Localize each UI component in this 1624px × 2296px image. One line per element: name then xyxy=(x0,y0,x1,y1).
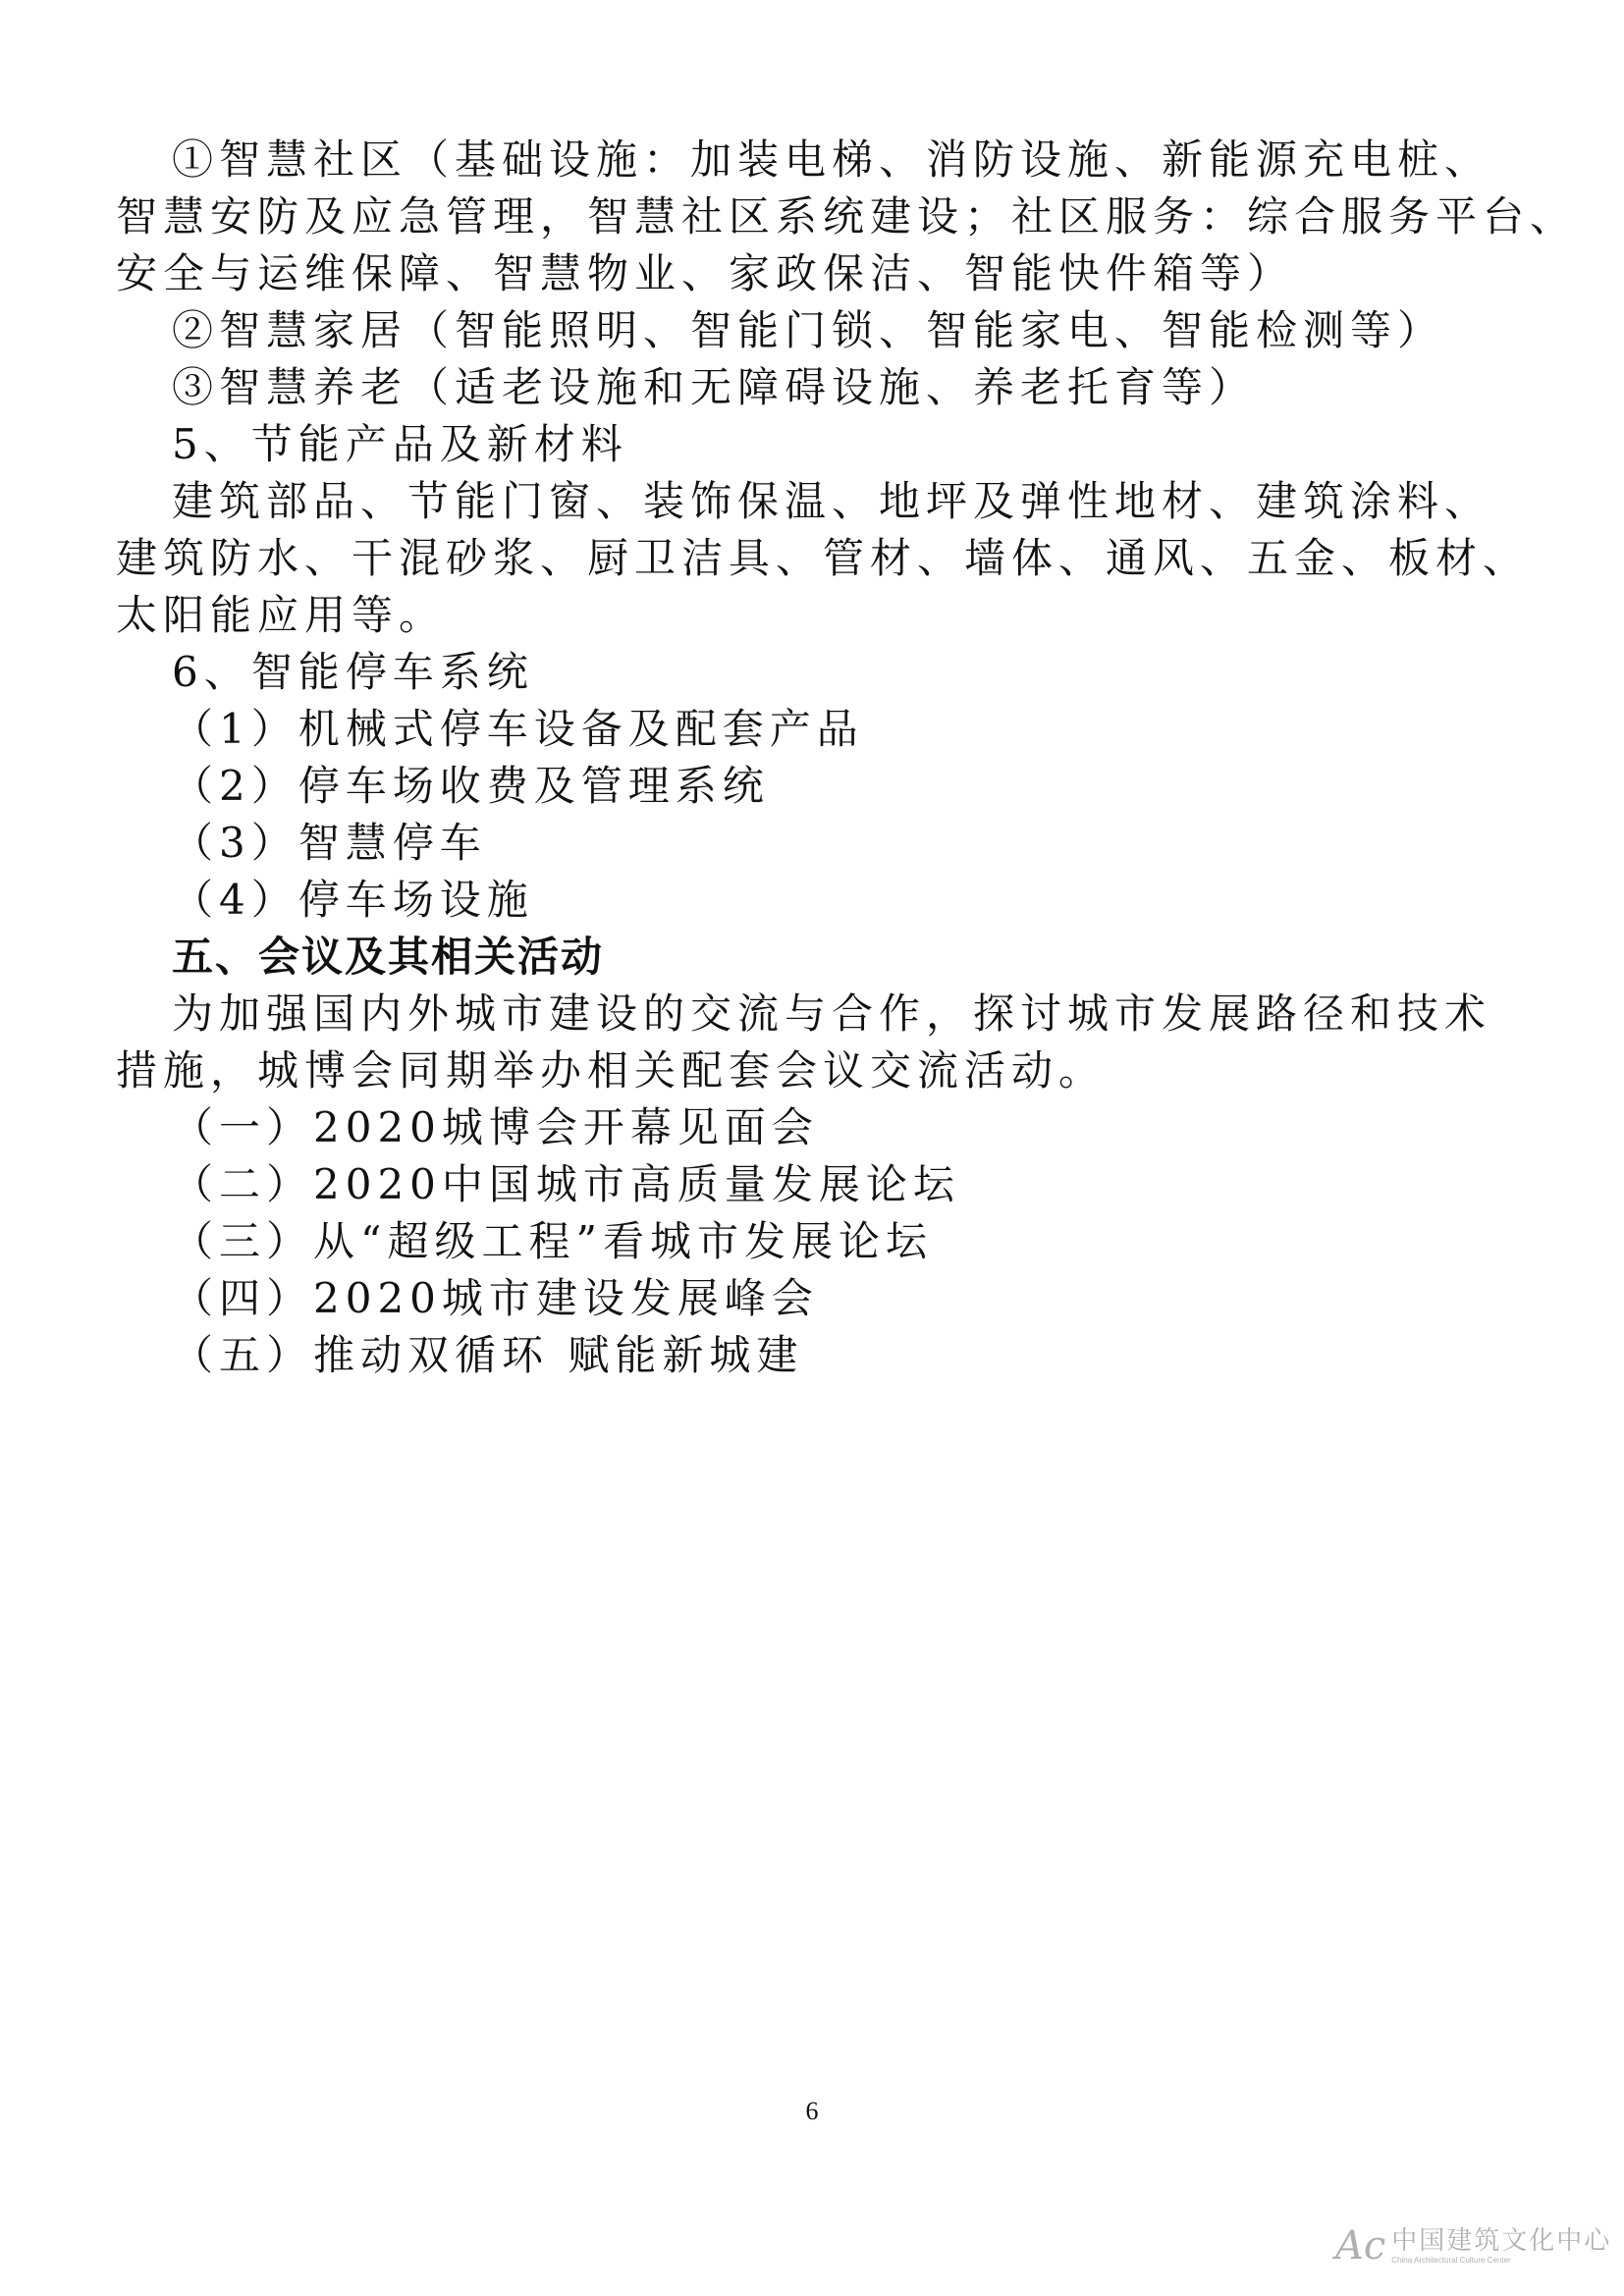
paragraph-line: 建筑防水、干混砂浆、厨卫洁具、管材、墙体、通风、五金、板材、 xyxy=(116,534,1531,582)
paragraph-line: ①智慧社区（基础设施：加装电梯、消防设施、新能源充电桩、 xyxy=(172,135,1492,184)
subsection-title: 5、节能产品及新材料 xyxy=(172,420,628,468)
paragraph-line: 措施，城博会同期举办相关配套会议交流活动。 xyxy=(116,1046,1107,1095)
list-item: （二）2020中国城市高质量发展论坛 xyxy=(172,1160,960,1208)
section-heading: 五、会议及其相关活动 xyxy=(172,933,605,981)
list-item: （五）推动双循环 赋能新城建 xyxy=(172,1331,804,1379)
paragraph-line: ②智慧家居（智能照明、智能门锁、智能家电、智能检测等） xyxy=(172,306,1445,354)
paragraph-line: 为加强国内外城市建设的交流与合作，探讨城市发展路径和技术 xyxy=(172,989,1492,1038)
paragraph-line: 太阳能应用等。 xyxy=(116,591,447,639)
watermark xyxy=(1335,2223,1612,2269)
paragraph-line: 智慧安防及应急管理，智慧社区系统建设；社区服务：综合服务平台、 xyxy=(116,192,1578,240)
watermark-subtext: China Architectural Culture Center xyxy=(1391,2256,1511,2265)
list-item: （4）停车场设施 xyxy=(172,876,534,924)
paragraph-line: 安全与运维保障、智慧物业、家政保洁、智能快件箱等） xyxy=(116,249,1295,297)
paragraph-line: 建筑部品、节能门窗、装饰保温、地坪及弹性地材、建筑涂料、 xyxy=(172,477,1492,525)
list-item: （3）智慧停车 xyxy=(172,819,487,867)
page-number: 6 xyxy=(805,2097,819,2125)
subsection-title: 6、智能停车系统 xyxy=(172,648,534,696)
list-item: （一）2020城博会开幕见面会 xyxy=(172,1103,819,1151)
paragraph-line: ③智慧养老（适老设施和无障碍设施、养老托育等） xyxy=(172,363,1257,411)
list-item: （1）机械式停车设备及配套产品 xyxy=(172,705,864,753)
list-item: （2）停车场收费及管理系统 xyxy=(172,762,770,810)
watermark-logo-icon: Ac xyxy=(1335,2223,1386,2269)
list-item: （四）2020城市建设发展峰会 xyxy=(172,1274,819,1322)
list-item: （三）从“超级工程”看城市发展论坛 xyxy=(172,1217,933,1265)
watermark-text: 中国建筑文化中心 xyxy=(1391,2226,1612,2256)
